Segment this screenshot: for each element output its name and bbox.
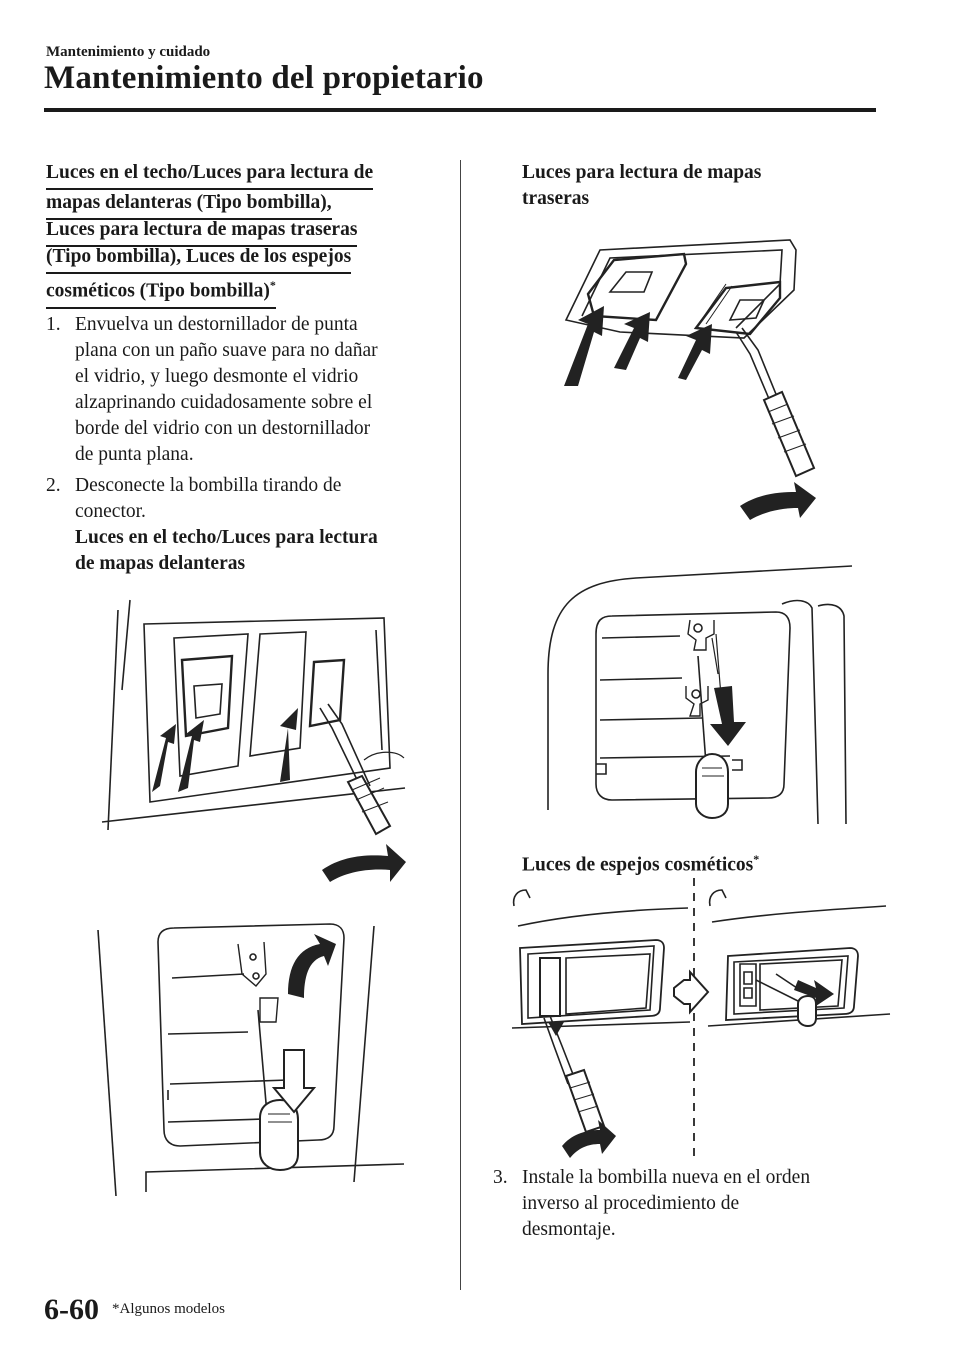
heading-text: cosméticos (Tipo bombilla) — [46, 280, 270, 302]
step-text-line: borde del vidrio con un destornillador — [75, 418, 371, 439]
step-2 — [46, 473, 446, 525]
step-3 — [493, 1165, 893, 1243]
step-number: 2. — [46, 475, 61, 496]
step-number: 3. — [493, 1167, 508, 1188]
column-divider — [460, 160, 461, 1290]
section-heading-line-2: mapas delanteras (Tipo bombilla), — [46, 190, 332, 220]
section-heading-line-3: Luces para lectura de mapas traseras — [46, 217, 357, 247]
sub-heading-vanity-text: Luces de espejos cosméticos — [522, 854, 754, 876]
heading-asterisk: * — [269, 278, 276, 292]
step-text-line: plana con un paño suave para no dañar — [75, 340, 378, 361]
step-text-line: Desconecte la bombilla tirando de — [75, 475, 342, 496]
step-text-line: desmontaje. — [522, 1219, 616, 1240]
front-lamp-lens-removal-illustration — [100, 600, 410, 900]
step-text-line: Instale la bombilla nueva en el orden — [522, 1167, 811, 1188]
step-text-line: de punta plana. — [75, 444, 194, 465]
rear-lamp-lens-removal-illustration — [560, 236, 840, 522]
sub-heading-front-line-2: de mapas delanteras — [75, 553, 246, 574]
step-text-line: inverso al procedimiento de — [522, 1193, 740, 1214]
rear-lamp-bulb-removal-illustration — [546, 564, 856, 824]
front-lamp-bulb-removal-illustration — [98, 914, 408, 1204]
section-heading-line-5 — [46, 272, 276, 309]
title-rule — [44, 108, 876, 112]
vanity-asterisk: * — [753, 852, 760, 866]
sub-heading-vanity — [522, 846, 759, 879]
sub-heading-rear-line-1: Luces para lectura de mapas — [522, 162, 762, 183]
step-text-line: Envuelva un destornillador de punta — [75, 314, 358, 335]
sub-heading-front-line-1: Luces en el techo/Luces para lectura — [75, 527, 378, 548]
step-number: 1. — [46, 314, 61, 335]
section-heading-line-1: Luces en el techo/Luces para lectura de — [46, 160, 373, 190]
section-label: Mantenimiento y cuidado — [46, 44, 211, 60]
page-title: Mantenimiento del propietario — [44, 60, 484, 96]
step-text-line: conector. — [75, 501, 146, 522]
page-number: 6-60 — [44, 1293, 99, 1326]
step-1 — [46, 312, 446, 472]
step-text-line: alzaprinando cuidadosamente sobre el — [75, 392, 373, 413]
sub-heading-rear-line-2: traseras — [522, 188, 590, 209]
section-heading-line-4: (Tipo bombilla), Luces de los espejos — [46, 244, 351, 274]
vanity-mirror-lamp-illustration — [504, 876, 890, 1160]
step-text-line: el vidrio, y luego desmonte el vidrio — [75, 366, 359, 387]
footnote: *Algunos modelos — [112, 1301, 225, 1317]
